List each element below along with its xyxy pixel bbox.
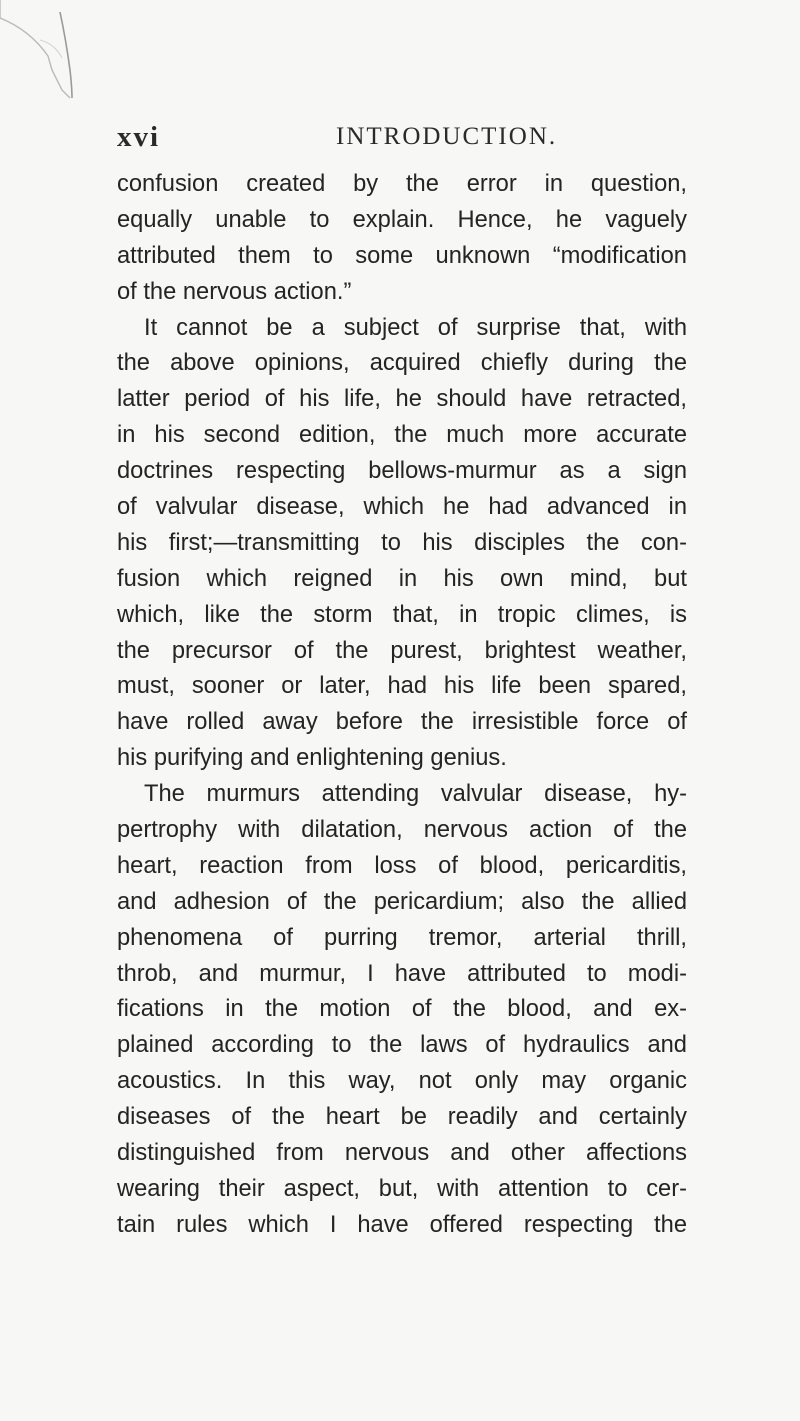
running-head: [0, 121, 800, 157]
text-line: which, like the storm that, in tropic climes, is: [117, 601, 687, 628]
text-line: confusion created by the error in question,: [117, 171, 687, 197]
text-line: the above opinions, acquired chiefly during the: [117, 350, 687, 377]
running-title: INTRODUCTION.: [336, 123, 558, 150]
text-line: plained according to the laws of hydraulics and: [117, 1032, 687, 1059]
text-line: doctrines respecting bellows-murmur as a sign: [117, 458, 687, 485]
text-line: acoustics. In this way, not only may organic: [117, 1068, 687, 1095]
text-line: and adhesion of the pericardium; also the allied: [117, 888, 687, 915]
page-corner-fold-mark: [0, 0, 120, 110]
text-line: distinguished from nervous and other affections: [117, 1140, 687, 1167]
text-line: It cannot be a subject of surprise that, with: [144, 314, 687, 341]
text-line: of the nervous action.”: [117, 278, 352, 305]
text-line: must, sooner or later, had his life been spared,: [117, 673, 687, 700]
text-line: his purifying and enlightening genius.: [117, 745, 507, 772]
text-line: of valvular disease, which he had advanced in: [117, 494, 687, 521]
text-line: tain rules which I have offered respecting the: [117, 1211, 687, 1238]
text-line: have rolled away before the irresistible force of: [117, 709, 687, 736]
text-line: equally unable to explain. Hence, he vaguely: [117, 206, 687, 233]
text-line: his first;—transmitting to his disciples the con-: [117, 529, 687, 556]
text-line: heart, reaction from loss of blood, pericarditis,: [117, 852, 687, 879]
text-line: diseases of the heart be readily and certainly: [117, 1104, 687, 1131]
text-line: phenomena of purring tremor, arterial thrill,: [117, 924, 687, 951]
text-line: wearing their aspect, but, with attention to cer-: [117, 1175, 687, 1202]
text-line: fications in the motion of the blood, and ex-: [117, 996, 687, 1023]
text-line: fusion which reigned in his own mind, but: [117, 565, 687, 592]
text-line: pertrophy with dilatation, nervous action of the: [117, 817, 687, 844]
page-number: xvi: [117, 121, 161, 153]
text-line: latter period of his life, he should have retracted,: [117, 386, 687, 413]
text-line: in his second edition, the much more accurate: [117, 422, 687, 449]
text-line: attributed them to some unknown “modification: [117, 242, 687, 269]
text-line: throb, and murmur, I have attributed to modi-: [117, 960, 687, 987]
text-line: the precursor of the purest, brightest weather,: [117, 637, 687, 664]
body-text: [117, 167, 687, 1244]
text-line: The murmurs attending valvular disease, hy-: [144, 781, 687, 808]
